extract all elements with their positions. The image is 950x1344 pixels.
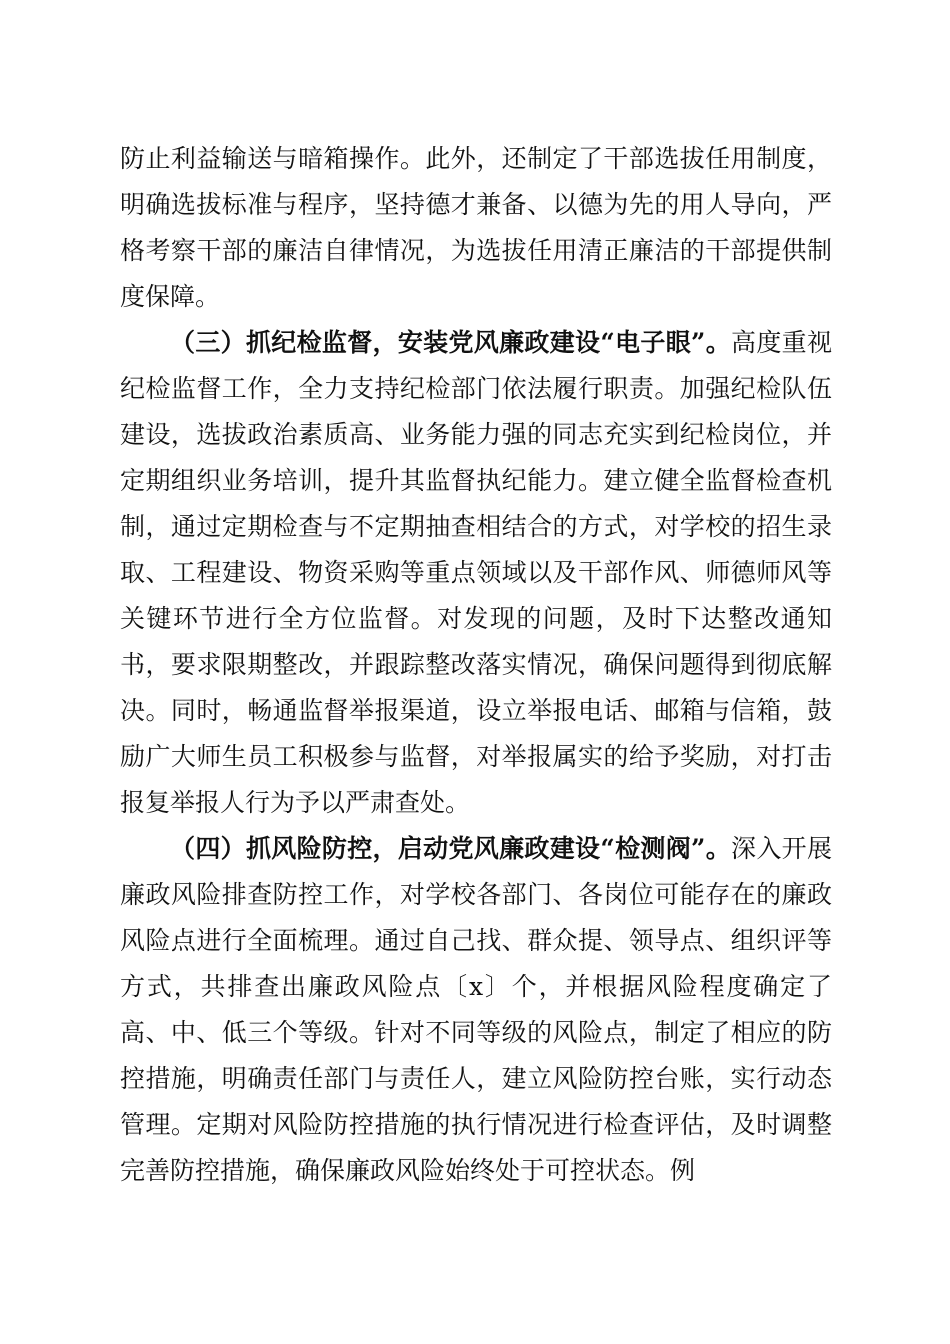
section-heading: （三）抓纪检监督，安装党风廉政建设“电子眼”。: [170, 328, 732, 357]
section-heading: （四）抓风险防控，启动党风廉政建设“检测阀”。: [170, 834, 732, 863]
document-body: [120, 136, 832, 1194]
paragraph-text: 高度重视纪检监督工作，全力支持纪检部门依法履行职责。加强纪检队伍建设，选拔政治素质高、业务能力强的同志充实到纪检岗位，并定期组织业务培训，提升其监督执纪能力。建立健全监督检查机制，通过定期检查与不定期抽查相结合的方式，对学校的招生录取、工程建设、物资采购等重点领域以及干部作风、师德师风等关键环节进行全方位监督。对发现的问题，及时下达整改通知书，要求限期整改，并跟踪整改落实情况，确保问题得到彻底解决。同时，畅通监督举报渠道，设立举报电话、邮箱与信箱，鼓励广大师生员工积极参与监督，对举报属实的给予奖励，对打击报复举报人行为予以严肃查处。: [120, 328, 832, 817]
paragraph-section-three: [120, 320, 832, 826]
paragraph-section-four: [120, 826, 832, 1194]
paragraph-text: 深入开展廉政风险排查防控工作，对学校各部门、各岗位可能存在的廉政风险点进行全面梳理。通过自己找、群众提、领导点、组织评等方式，共排查出廉政风险点〔x〕个，并根据风险程度确定了高、中、低三个等级。针对不同等级的风险点，制定了相应的防控措施，明确责任部门与责任人，建立风险防控台账，实行动态管理。定期对风险防控措施的执行情况进行检查评估，及时调整完善防控措施，确保廉政风险始终处于可控状态。例: [120, 834, 832, 1185]
paragraph-continuation: [120, 136, 832, 320]
paragraph-text: 防止利益输送与暗箱操作。此外，还制定了干部选拔任用制度，明确选拔标准与程序，坚持德才兼备、以德为先的用人导向，严格考察干部的廉洁自律情况，为选拔任用清正廉洁的干部提供制度保障。: [120, 144, 832, 311]
